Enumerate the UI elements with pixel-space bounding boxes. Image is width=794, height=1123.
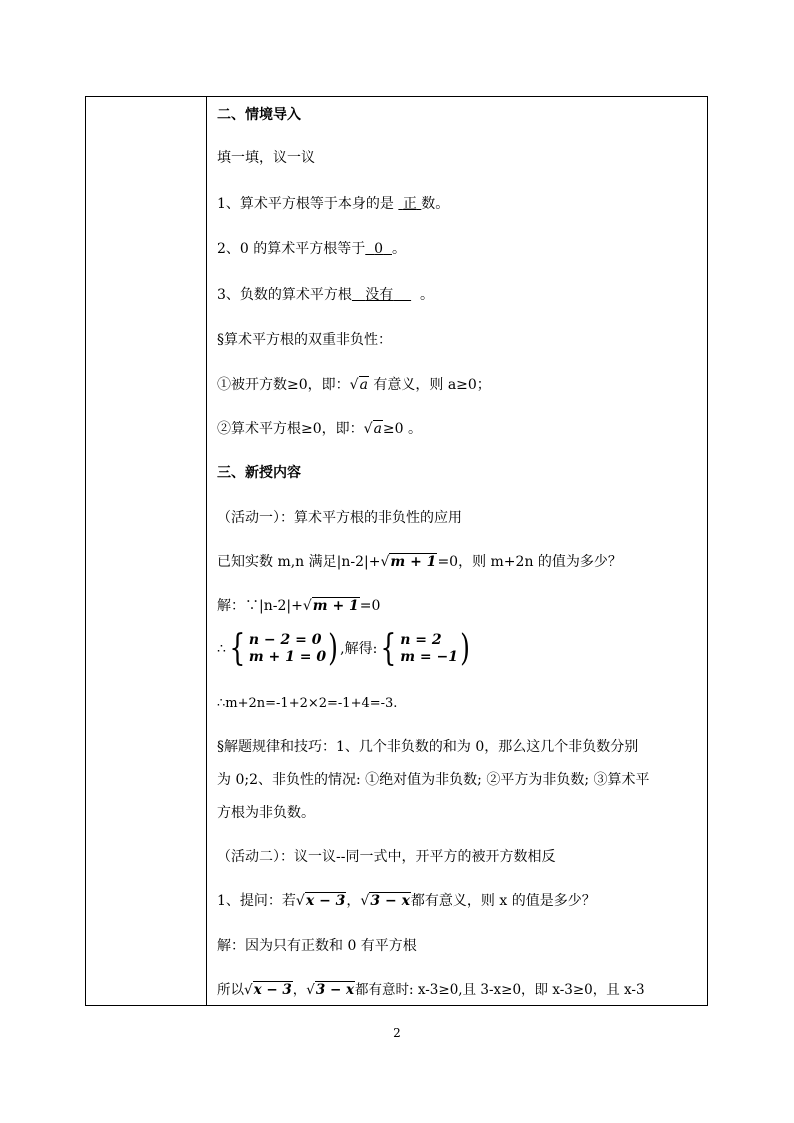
tips-line-1: §解题规律和技巧：1、几个非负数的和为 0，那么这几个非负数分别: [217, 739, 639, 755]
question-1: 1、算术平方根等于本身的是 正 数。: [217, 196, 450, 212]
property-2: ②算术平方根≥0，即：√a≥0 。: [217, 421, 423, 437]
sqrt-x-minus-3: √x − 3: [295, 893, 346, 909]
sqrt-3-minus-x: √3 − x: [360, 893, 410, 909]
question-2: 2、0 的算术平方根等于 0 。: [217, 241, 406, 257]
solution-1: 解：∵|n-2|+√m + 1=0: [217, 598, 381, 614]
sqrt-a-2: √a: [363, 421, 382, 437]
sqrt-m-plus-1-sol: √m + 1: [302, 598, 359, 614]
example-1: 已知实数 m,n 满足|n-2|+√m + 1=0，则 m+2n 的值为多少？: [217, 554, 622, 570]
activity-2: （活动二）：议一议--同一式中，开平方的被开方数相反: [217, 849, 556, 865]
tips-line-3: 方根为非负数。: [217, 805, 315, 821]
section3-title: 三、新授内容: [217, 465, 301, 481]
sqrt-x-minus-3-b: √x − 3: [244, 982, 292, 998]
tips-line-2: 为 0;2、非负性的情况: ①绝对值为非负数; ②平方为非负数; ③算术平: [217, 772, 650, 788]
column-divider: [206, 97, 207, 1005]
system-2: { n = 2 m = −1 ): [380, 628, 470, 669]
section2-title: 二、情境导入: [217, 107, 301, 123]
answer-blank-1: 正: [402, 196, 417, 212]
lesson-table: [85, 96, 708, 1006]
section2-subtitle: 填一填，议一议: [217, 150, 315, 166]
activity-1: （活动一）：算术平方根的非负性的应用: [217, 510, 462, 526]
property-1: ①被开方数≥0，即：√a 有意义，则 a≥0；: [217, 377, 491, 393]
answer-line-2: 所以√x − 3，√3 − x都有意时: x-3≥0,且 3-x≥0，即 x-3≥0，且 x-3: [217, 982, 645, 998]
question-3: 3、负数的算术平方根 没有 。: [217, 287, 434, 303]
system-1: { n − 2 = 0 m + 1 = 0 ): [229, 628, 339, 669]
sqrt-a-1: √a: [349, 377, 368, 393]
result: ∴m+2n=-1+2×2=-1+4=-3.: [217, 696, 398, 711]
sqrt-m-plus-1: √m + 1: [380, 554, 437, 570]
answer-blank-3: 没有: [365, 287, 394, 303]
note-title: §算术平方根的双重非负性：: [217, 332, 392, 348]
answer-blank-2: 0: [374, 241, 384, 257]
page-number: 2: [393, 1026, 401, 1040]
answer-line-1: 解：因为只有正数和 0 有平方根: [217, 938, 417, 954]
question-x: 1、提问：若√x − 3，√3 − x都有意义，则 x 的值是多少？: [217, 893, 596, 909]
sqrt-3-minus-x-b: √3 − x: [306, 982, 355, 998]
equation-system: ∴ { n − 2 = 0 m + 1 = 0 ) ,解得: { n = 2 m = −1 ): [217, 631, 472, 667]
